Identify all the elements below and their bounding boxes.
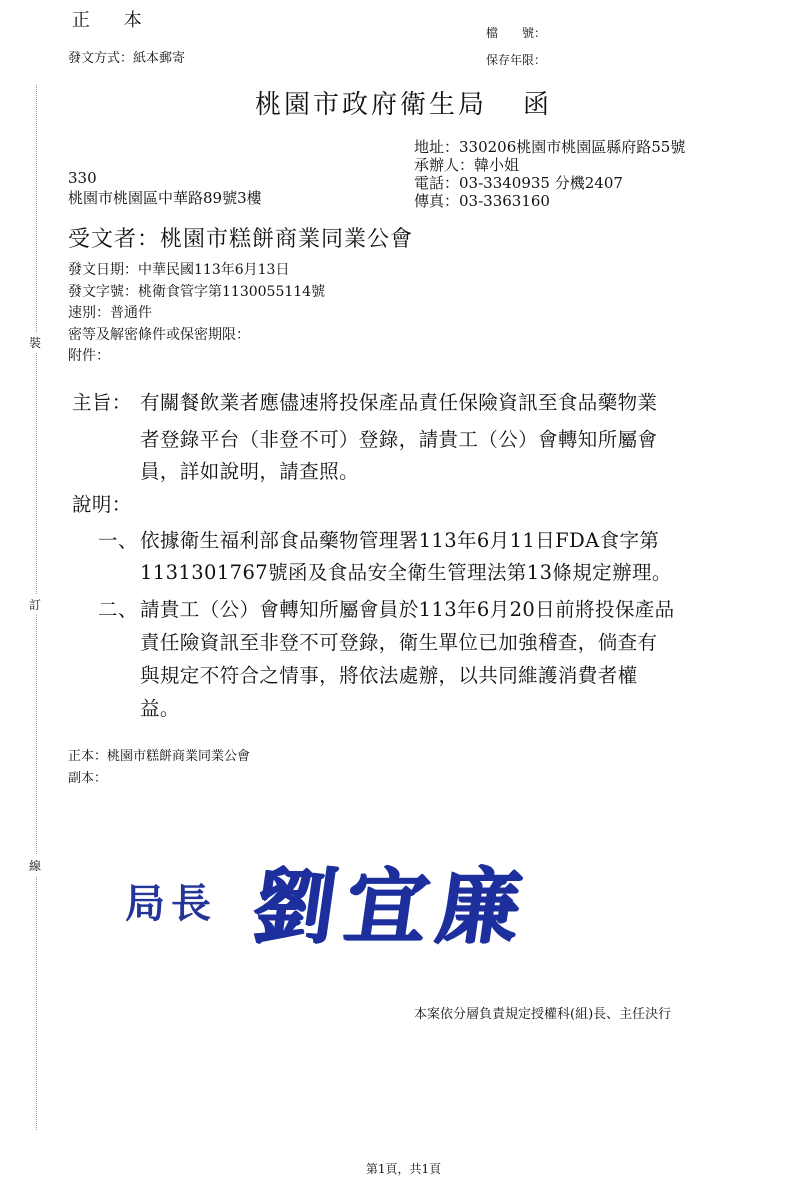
retention-period-label: 保存年限： <box>486 53 547 67</box>
copy-recipient: 副本： <box>68 771 108 786</box>
contact-info <box>414 138 685 210</box>
document-meta <box>68 260 325 368</box>
street-address: 桃園市桃園區中華路89號3樓 <box>68 189 262 207</box>
recipient: 受文者：桃園市糕餅商業同業公會 <box>68 227 414 252</box>
explanation-line: 依據衛生福利部食品藥物管理署113年6月11日FDA食字第 <box>140 529 660 552</box>
explanation-line: 責任險資訊至非登不可登錄，衛生單位已加強稽查，倘查有 <box>140 631 658 654</box>
fax: 傳真：03-3363160 <box>414 192 550 210</box>
subject-label: 主旨： <box>72 391 132 414</box>
item-marker: 二、 <box>98 598 138 621</box>
original-recipient: 正本：桃園市糕餅商業同業公會 <box>68 749 251 764</box>
send-method: 發文方式：紙本郵寄 <box>68 51 186 66</box>
line-mark: 線 <box>29 855 41 876</box>
signature-name: 劉宜廉 <box>247 859 537 955</box>
file-number-label: 檔 號： <box>486 26 547 40</box>
document-type: 函 <box>523 90 553 120</box>
subject-line: 員，詳如說明，請查照。 <box>140 460 359 483</box>
distribution <box>68 746 250 790</box>
subject-line: 有關餐飲業者應儘速將投保產品責任保險資訊至食品藥物業 <box>140 391 658 414</box>
agency-address: 地址：330206桃園市桃園區縣府路55號 <box>414 138 686 156</box>
agency-name: 桃園市政府衛生局 <box>254 90 487 120</box>
handler: 承辦人：韓小姐 <box>414 156 520 174</box>
document-number: 發文字號：桃衛食管字第1130055114號 <box>68 283 326 300</box>
attachment: 附件： <box>68 348 110 364</box>
signature-title: 局長 <box>125 881 217 927</box>
phone: 電話：03-3340935 分機2407 <box>414 174 623 192</box>
document-title <box>0 84 807 121</box>
item-marker: 一、 <box>98 529 138 552</box>
explanation-label: 說明： <box>72 493 132 516</box>
security-level: 密等及解密條件或保密期限： <box>68 326 250 343</box>
bind-mark: 裝 <box>29 332 41 353</box>
issue-date: 發文日期：中華民國113年6月13日 <box>68 262 290 278</box>
postcode: 330 <box>68 169 97 187</box>
delegation-note: 本案依分層負責規定授權科(組)長、主任決行 <box>414 1007 672 1022</box>
explanation-line: 1131301767號函及食品安全衛生管理法第13條規定辦理。 <box>140 561 672 584</box>
recipient-address <box>68 168 262 208</box>
page-number: 第1頁，共1頁 <box>365 1162 442 1176</box>
staple-mark: 訂 <box>29 594 41 615</box>
explanation-line: 請貴工（公）會轉知所屬會員於113年6月20日前將投保產品 <box>140 598 675 621</box>
delivery-speed: 速別：普通件 <box>68 305 152 321</box>
subject-line: 者登錄平台（非登不可）登錄，請貴工（公）會轉知所屬會 <box>140 428 658 451</box>
explanation-line: 與規定不符合之情事，將依法處辦，以共同維護消費者權 <box>140 664 638 687</box>
copy-mark: 正 本 <box>72 10 156 31</box>
explanation-line: 益。 <box>140 697 180 720</box>
